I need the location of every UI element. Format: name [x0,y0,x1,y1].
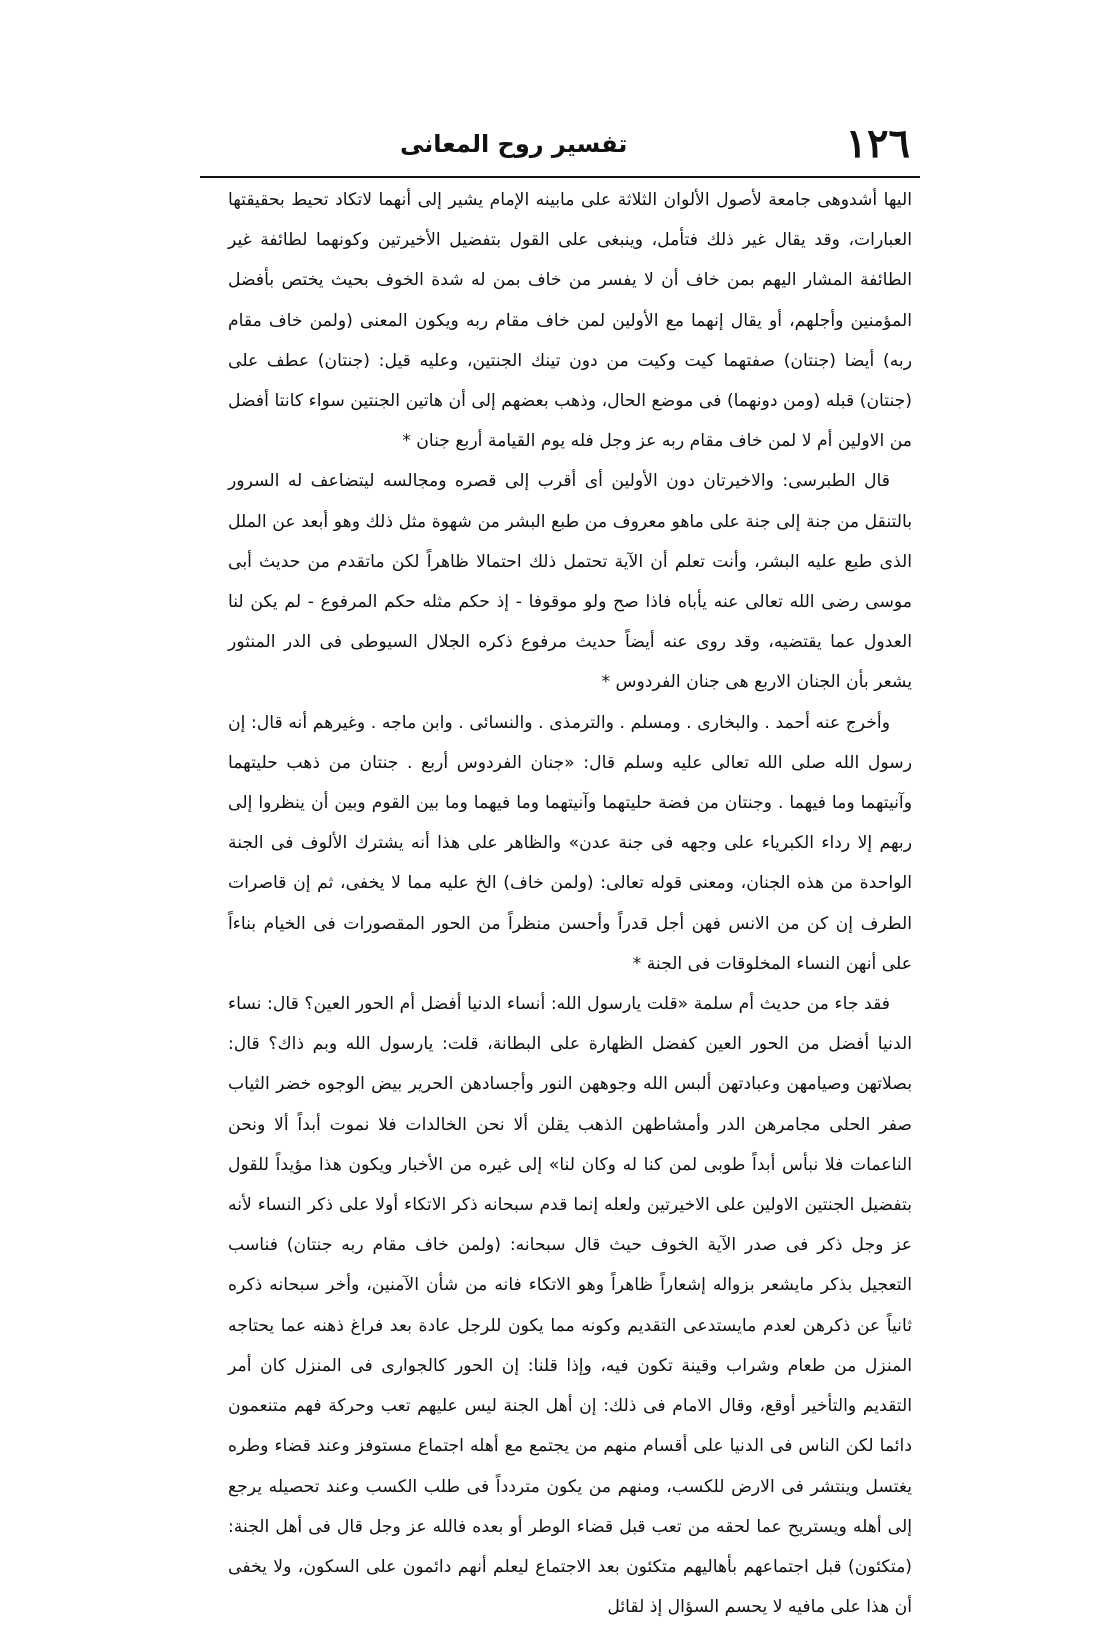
paragraph-4: فقد جاء من حديث أم سلمة «قلت يارسول الله: أنساء الدنيا أفضل أم الحور العين؟ قال: نساء الدنيا أفضل من الحور العين كفضل الظهارة على البطانة، قلت: يارسول الله وبم ذاك؟ قال: بصلاتهن وصيامهن وعبادتهن ألبس الله وجوههن النور وأجسادهن الحرير بيض الوجوه خضر الثياب صفر الحلى مجامرهن الدر وأمشاطهن الذهب يقلن ألا نحن الخالدات فلا نموت أبداً ألا ونحن الناعمات فلا نبأس أبداً طوبى لمن كنا له وكان لنا» إلى غيره من الأخبار ويكون هذا مؤيداً للقول بتفضيل الجنتين الاولين على الاخيرتين ولعله إنما قدم سبحانه ذكر الاتكاء أولا على ذكر النساء لأنه عز وجل ذكر فى صدر الآية الخوف حيث قال سبحانه: (ولمن خاف مقام ربه جنتان) فناسب التعجيل بذكر مايشعر بزواله إشعاراً ظاهراً وهو الاتكاء فانه من شأن الآمنين، وأخر سبحانه ذكره ثانياً عن ذكرهن لعدم مايستدعى التقديم وكونه مما يكون للرجل عادة بعد فراغ ذهنه عما يحتاجه المنزل من طعام وشراب وقينة تكون فيه، وإذا قلنا: إن الحور كالجوارى فى المنزل كان أمر التقديم والتأخير أوقع، وقال الامام فى ذلك: إن أهل الجنة ليس عليهم تعب وحركة فهم متنعمون دائما لكن الناس فى الدنيا على أقسام منهم من يجتمع مع أهله اجتماع مستوفز وعند قضاء وطره يغتسل وينتشر فى الارض للكسب، ومنهم من يكون متردداً فى طلب الكسب وعند تحصيله يرجع إلى أهله ويستريح عما لحقه من تعب قبل قضاء الوطر أو بعده فالله عز وجل قال فى أهل الجنة: (متكئون) قبل اجتماعهم بأهاليهم متكئون بعد الاجتماع ليعلم أنهم دائمون على السكون، ولا يخفى أن هذا على مافيه لا يحسم السؤال إذ لقائل [228,994,912,1618]
running-title: تفسير روح المعانى [400,130,628,158]
page-number: ١٢٦ [845,120,910,167]
paragraph-2: قال الطبرسى: والاخيرتان دون الأولين أى أقرب إلى قصره ومجالسه ليتضاعف له السرور بالتنقل من جنة إلى جنة على ماهو معروف من طبع البشر من شهوة مثل ذلك وهو أبعد عن الملل الذى طبع عليه البشر، وأنت تعلم أن الآية تحتمل ذلك احتمالا ظاهراً لكن ماتقدم من حديث أبى موسى رضى الله تعالى عنه يأباه فاذا صح ولو موقوفا - إذ حكم مثله حكم المرفوع - لم يكن لنا العدول عما يقتضيه، وقد روى عنه أيضاً حديث مرفوع ذكره الجلال السيوطى فى الدر المنثور يشعر بأن الجنان الاربع هى جنان الفردوس * [228,471,912,693]
page-header [200,120,920,178]
paragraph-3: وأخرج عنه أحمد . والبخارى . ومسلم . والترمذى . والنسائى . وابن ماجه . وغيرهم أنه قال: إن رسول الله صلى الله تعالى عليه وسلم قال: «جنان الفردوس أربع . جنتان من ذهب حليتهما وآنيتهما وما فيهما . وجنتان من فضة حليتهما وآنيتهما وما فيهما وما بين القوم وبين أن ينظروا إلى ربهم إلا رداء الكبرياء على وجهه فى جنة عدن» والظاهر على هذا أنه يشترك الألوف فى الجنة الواحدة من هذه الجنان، ومعنى قوله تعالى: (ولمن خاف) الخ عليه مما لا يخفى، ثم إن قاصرات الطرف إن كن من الانس فهن أجل قدراً وأحسن منظراً من الحور المقصورات فى الخيام بناءاً على أنهن النساء المخلوقات فى الجنة * [228,712,912,974]
paragraph-1: اليها أشدوهى جامعة لأصول الألوان الثلاثة على مابينه الإمام يشير إلى أنهما لاتكاد تحيط بحقيقتها العبارات، وقد يقال غير ذلك فتأمل، وينبغى على القول بتفضيل الأخيرتين وكونهما لطائفة غير الطائفة المشار اليهم بمن خاف أن لا يفسر من خاف بمن له شدة الخوف بحيث يختص بأفضل المؤمنين وأجلهم، أو يقال إنهما مع الأولين لمن خاف مقام ربه ويكون المعنى (ولمن خاف مقام ربه) أيضا (جنتان) صفتهما كيت وكيت من دون تينك الجنتين، وعليه قيل: (جنتان) عطف على (جنتان) قبله (ومن دونهما) فى موضع الحال، وذهب بعضهم إلى أن هاتين الجنتين سواء كانتا أفضل من الاولين أم لا لمن خاف مقام ربه عز وجل فله يوم القيامة أربع جنان * [228,190,912,452]
header-divider [200,176,920,178]
body-text [228,180,912,1627]
